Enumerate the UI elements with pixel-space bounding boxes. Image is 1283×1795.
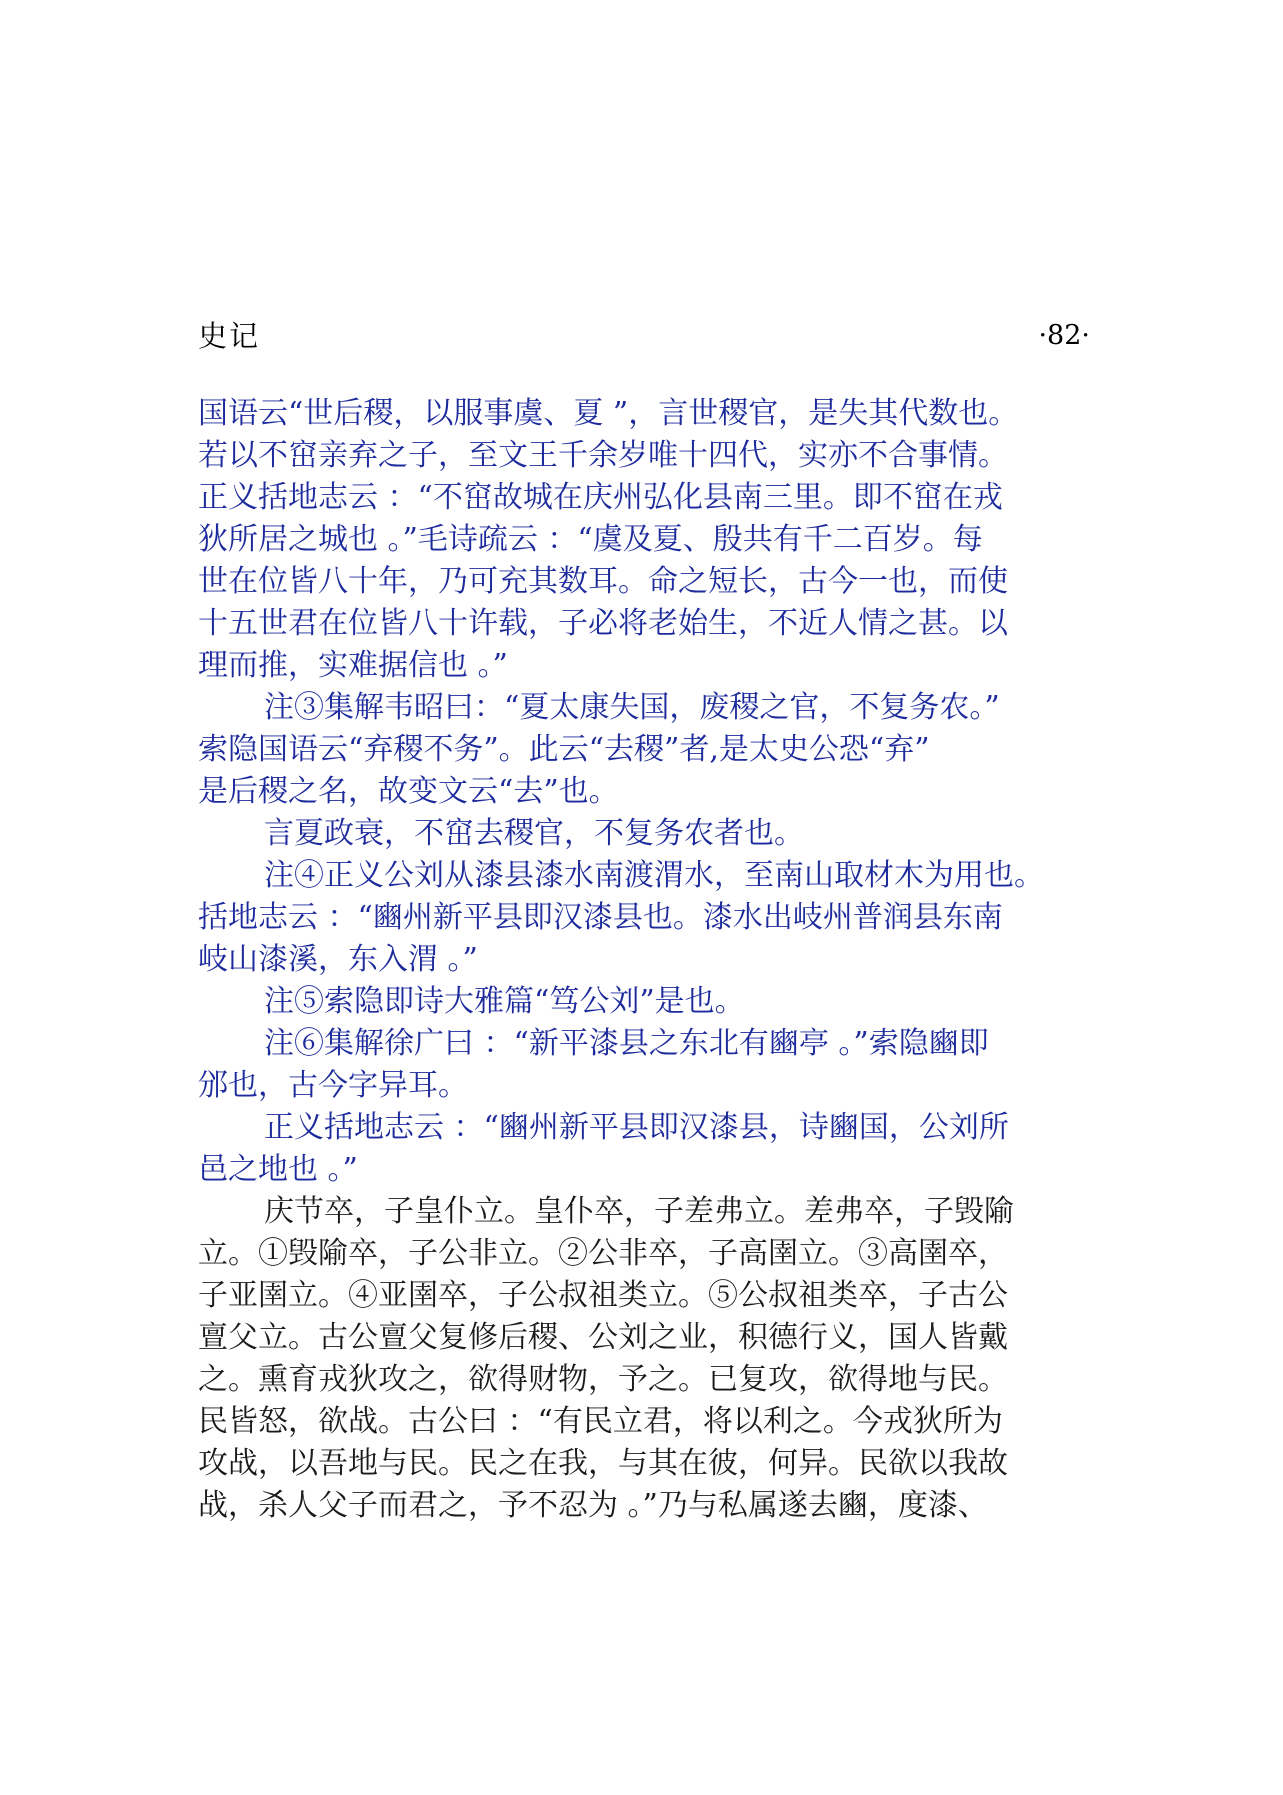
main-text-line: 庆节卒，子皇仆立。皇仆卒，子差弗立。差弗卒，子毁隃 [264,1194,1014,1229]
annotation-line: 言夏政衰，不窋去稷官，不复务农者也。 [264,816,804,851]
annotation-line: 正义括地志云 ：“不窋故城在庆州弘化县南三里。即不窋在戎 [198,480,1003,515]
annotation-line: 索隐国语云“弃稷不务”。此云“去稷”者,是太史公恐“弃” [198,732,930,767]
annotation-line: 岐山漆溪，东入渭 。” [198,942,478,977]
body-text [198,393,1108,1527]
main-text-line: 之。熏育戎狄攻之，欲得财物，予之。已复攻，欲得地与民。 [198,1362,1008,1397]
annotation-line: 注④正义公刘从漆县漆水南渡渭水，至南山取材木为用也。 [264,858,1044,893]
annotation-line: 正义括地志云 ：“豳州新平县即汉漆县，诗豳国，公刘所 [264,1110,1009,1145]
annotation-line: 邠也，古今字异耳。 [198,1068,468,1103]
annotation-line: 若以不窋亲弃之子，至文王千余岁唯十四代，实亦不合事情。 [198,438,1008,473]
book-title: 史记 [198,319,261,353]
running-header [198,316,1090,356]
annotation-line: 注③集解韦昭曰：“夏太康失国，废稷之官，不复务农。” [264,690,1000,725]
annotation-line: 狄所居之城也 。”毛诗疏云 ：“虞及夏、殷共有千二百岁。每 [198,522,983,557]
annotation-line: 国语云“世后稷，以服事虞、夏 ”，言世稷官，是失其代数也。 [198,396,1019,431]
main-text-line: 立。①毁隃卒，子公非立。②公非卒，子高圉立。③高圉卒， [198,1236,1008,1271]
main-text-line: 亶父立。古公亶父复修后稷、公刘之业，积德行义，国人皆戴 [198,1320,1008,1355]
main-text-line: 攻战，以吾地与民。民之在我，与其在彼，何异。民欲以我故 [198,1446,1008,1481]
main-text-line: 战，杀人父子而君之，予不忍为 。”乃与私属遂去豳，度漆、 [198,1488,988,1523]
annotation-line: 理而推，实难据信也 。” [198,648,508,683]
annotation-line: 注⑤索隐即诗大雅篇“笃公刘”是也。 [264,984,745,1019]
annotation-line: 是后稷之名，故变文云“去”也。 [198,774,619,809]
annotation-line: 十五世君在位皆八十许载，子必将老始生，不近人情之甚。以 [198,606,1008,641]
main-text-line: 子亚圉立。④亚圉卒，子公叔祖类立。⑤公叔祖类卒，子古公 [198,1278,1008,1313]
main-text-line: 民皆怒，欲战。古公曰 ：“有民立君，将以利之。今戎狄所为 [198,1404,1003,1439]
annotation-line: 括地志云 ：“豳州新平县即汉漆县也。漆水出岐州普润县东南 [198,900,1003,935]
annotation-line: 邑之地也 。” [198,1152,358,1187]
annotation-line: 世在位皆八十年，乃可充其数耳。命之短长，古今一也，而使 [198,564,1008,599]
annotation-line: 注⑥集解徐广曰 ：“新平漆县之东北有豳亭 。”索隐豳即 [264,1026,989,1061]
page-number: ·82· [1038,320,1090,351]
